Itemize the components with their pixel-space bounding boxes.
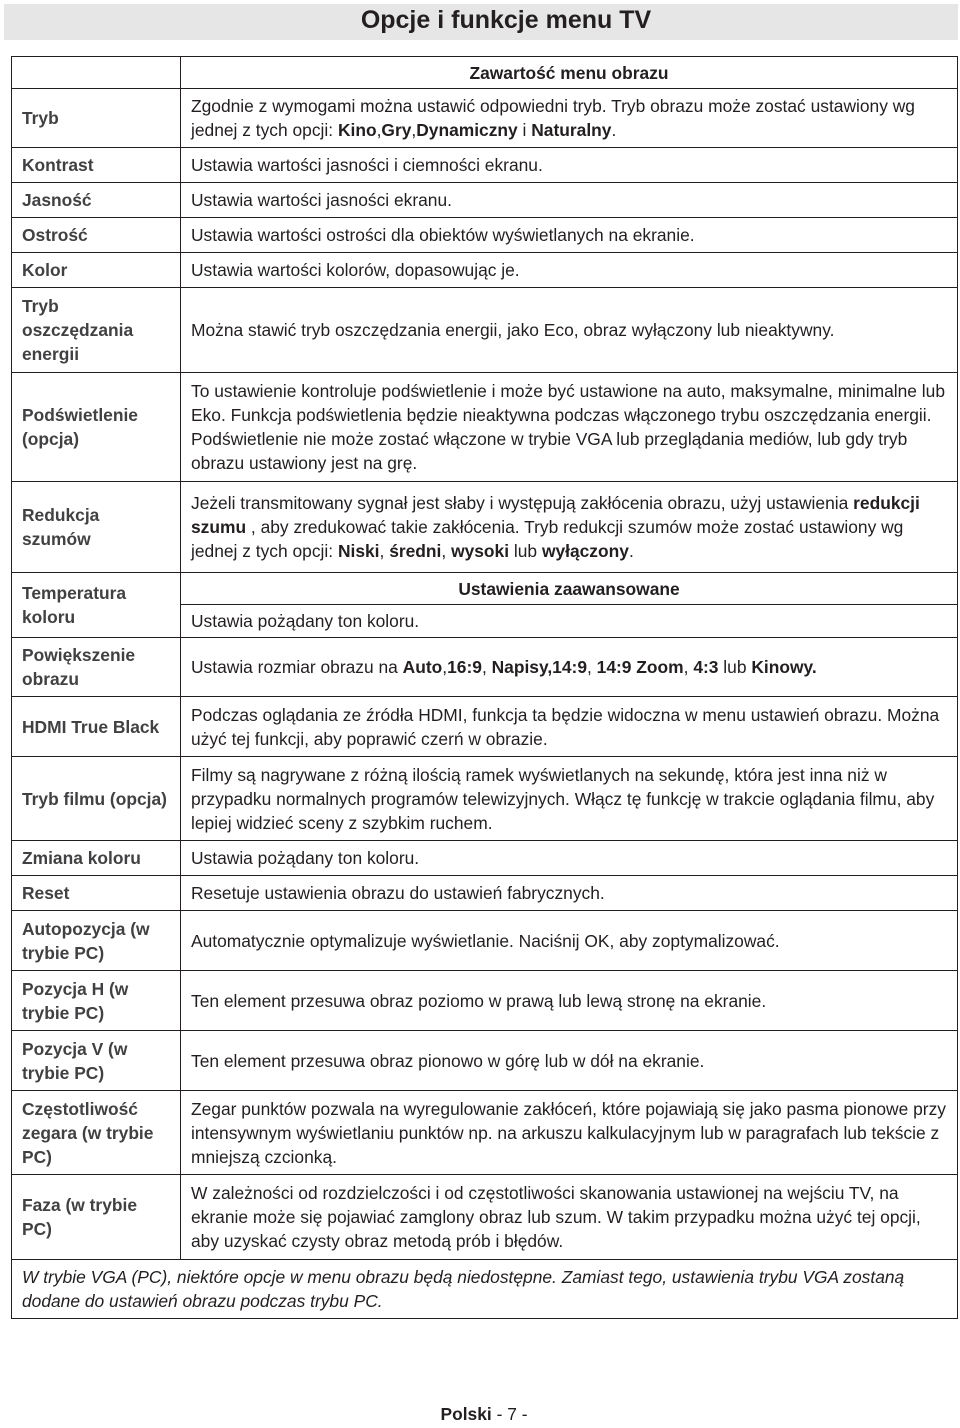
table-row bbox=[12, 373, 958, 482]
table-footnote-row bbox=[12, 1260, 958, 1319]
row-description: Resetuje ustawienia obrazu do ustawień fabrycznych. bbox=[181, 876, 958, 911]
row-label: Pozycja V (w trybie PC) bbox=[12, 1031, 181, 1091]
row-label: Jasność bbox=[12, 183, 181, 218]
row-label: Autopozycja (w trybie PC) bbox=[12, 911, 181, 971]
row-label: Tryb filmu (opcja) bbox=[12, 757, 181, 841]
page-number: - 7 - bbox=[491, 1404, 528, 1424]
row-label: Redukcja szumów bbox=[12, 482, 181, 573]
table-row bbox=[12, 482, 958, 573]
row-description: Ustawia wartości jasności i ciemności ekranu. bbox=[181, 148, 958, 183]
row-description: To ustawienie kontroluje podświetlenie i może być ustawione na auto, maksymalne, minimalne lub Eko. Funkcja podświetlenia będzie nieaktywna podczas włączonego trybu oszczędzania energii. Podświetlenie nie może zostać włączone w trybie VGA lub przeglądania mediów, lub gdy tryb obrazu ustawiony jest na grę. bbox=[181, 373, 958, 482]
table-row bbox=[12, 218, 958, 253]
row-description: Ustawia rozmiar obrazu na Auto,16:9, Napisy,14:9, 14:9 Zoom, 4:3 lub Kinowy. bbox=[181, 638, 958, 697]
page-footer bbox=[0, 1404, 960, 1425]
table-row bbox=[12, 89, 958, 148]
row-label: Tryb oszczędzania energii bbox=[12, 288, 181, 373]
row-description: W zależności od rozdzielczości i od częstotliwości skanowania ustawionej na wejściu TV, na ekranie może się pojawiać zamglony obraz lub szum. W takim przypadku można użyć tej opcji, aby uzyskać czysty obraz metodą prób i błędów. bbox=[181, 1175, 958, 1260]
row-label: Kolor bbox=[12, 253, 181, 288]
row-description: Jeżeli transmitowany sygnał jest słaby i występują zakłócenia obrazu, użyj ustawienia redukcji szumu , aby zredukować takie zakłócenia. Tryb redukcji szumów może zostać ustawiony wg jednej z tych opcji: Niski, średni, wysoki lub wyłączony. bbox=[181, 482, 958, 573]
table-row bbox=[12, 971, 958, 1031]
row-label: Kontrast bbox=[12, 148, 181, 183]
table-row bbox=[12, 1175, 958, 1260]
section-heading-picture: Zawartość menu obrazu bbox=[181, 57, 958, 89]
row-description: Ustawia pożądany ton koloru. bbox=[181, 605, 958, 638]
row-label: Częstotliwość zegara (w trybie PC) bbox=[12, 1091, 181, 1175]
section-heading-advanced: Ustawienia zaawansowane bbox=[181, 573, 958, 605]
table-row bbox=[12, 148, 958, 183]
page-header bbox=[4, 4, 958, 40]
row-label: Tryb bbox=[12, 89, 181, 148]
row-description: Zgodnie z wymogami można ustawić odpowiedni tryb. Tryb obrazu może zostać ustawiony wg jednej z tych opcji: Kino,Gry,Dynamiczny i Naturalny. bbox=[181, 89, 958, 148]
table-row bbox=[12, 757, 958, 841]
row-description: Ten element przesuwa obraz poziomo w prawą lub lewą stronę na ekranie. bbox=[181, 971, 958, 1031]
table-row bbox=[12, 911, 958, 971]
picture-menu-table bbox=[11, 56, 958, 1319]
row-label: Podświetlenie (opcja) bbox=[12, 373, 181, 482]
row-description: Ten element przesuwa obraz pionowo w górę lub w dół na ekranie. bbox=[181, 1031, 958, 1091]
table-section-row bbox=[12, 573, 958, 605]
page-title: Opcje i funkcje menu TV bbox=[360, 6, 652, 34]
row-description: Ustawia pożądany ton koloru. bbox=[181, 841, 958, 876]
row-description: Można stawić tryb oszczędzania energii, jako Eco, obraz wyłączony lub nieaktywny. bbox=[181, 288, 958, 373]
table-row bbox=[12, 183, 958, 218]
page-language: Polski bbox=[440, 1404, 492, 1424]
table-row bbox=[12, 1091, 958, 1175]
row-label: Zmiana koloru bbox=[12, 841, 181, 876]
row-description: Podczas oglądania ze źródła HDMI, funkcja ta będzie widoczna w menu ustawień obrazu. Można użyć tej funkcji, aby poprawić czerń w obrazie. bbox=[181, 697, 958, 757]
row-label: Ostrość bbox=[12, 218, 181, 253]
row-label: Faza (w trybie PC) bbox=[12, 1175, 181, 1260]
table-row bbox=[12, 841, 958, 876]
row-description: Ustawia wartości ostrości dla obiektów wyświetlanych na ekranie. bbox=[181, 218, 958, 253]
row-label: Pozycja H (w trybie PC) bbox=[12, 971, 181, 1031]
row-label: Temperatura koloru bbox=[12, 573, 181, 638]
table-row bbox=[12, 1031, 958, 1091]
table-section-row bbox=[12, 57, 958, 89]
table-row bbox=[12, 253, 958, 288]
table-row bbox=[12, 638, 958, 697]
footnote: W trybie VGA (PC), niektóre opcje w menu obrazu będą niedostępne. Zamiast tego, ustawienia trybu VGA zostaną dodane do ustawień obrazu podczas trybu PC. bbox=[12, 1260, 958, 1319]
row-label: Reset bbox=[12, 876, 181, 911]
row-label: HDMI True Black bbox=[12, 697, 181, 757]
table-row bbox=[12, 288, 958, 373]
table-row bbox=[12, 876, 958, 911]
blank-cell bbox=[12, 57, 181, 89]
row-description: Ustawia wartości jasności ekranu. bbox=[181, 183, 958, 218]
row-description: Automatycznie optymalizuje wyświetlanie. Naciśnij OK, aby zoptymalizować. bbox=[181, 911, 958, 971]
row-description: Filmy są nagrywane z różną ilością ramek wyświetlanych na sekundę, która jest inna niż w przypadku normalnych programów telewizyjnych. Włącz tę funkcję w trakcie oglądania filmu, aby lepiej widzieć sceny z szybkim ruchem. bbox=[181, 757, 958, 841]
table-row bbox=[12, 697, 958, 757]
row-description: Zegar punktów pozwala na wyregulowanie zakłóceń, które pojawiają się jako pasma pionowe przy intensywnym wyświetlaniu punktów np. na arkuszu kalkulacyjnym lub w paragrafach lub tekście z mniejszą czcionką. bbox=[181, 1091, 958, 1175]
row-label: Powiększenie obrazu bbox=[12, 638, 181, 697]
row-description: Ustawia wartości kolorów, dopasowując je. bbox=[181, 253, 958, 288]
